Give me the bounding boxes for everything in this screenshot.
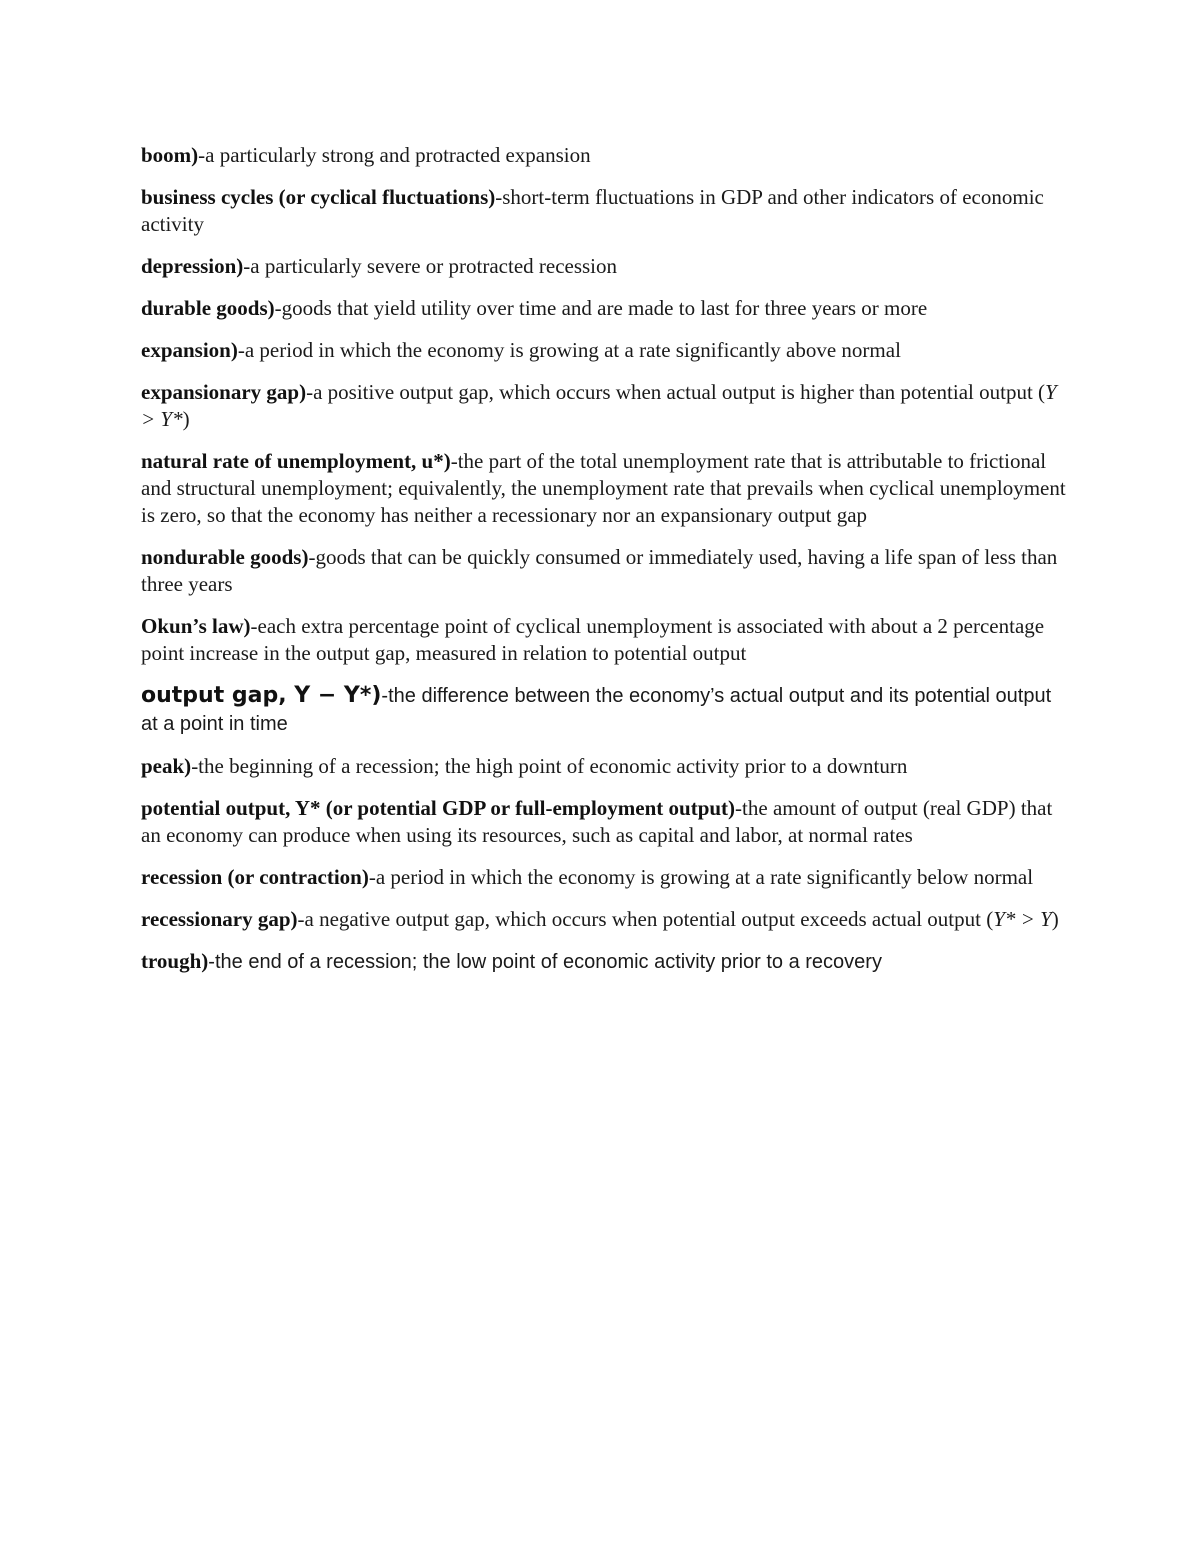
definition: -a negative output gap, which occurs when potential output exceeds actual output ( [297,907,994,931]
glossary-entry-recession [141,864,1066,891]
closing-paren: ) [182,407,190,431]
term: Okun’s law) [141,614,251,638]
formula: Y* > Y [993,907,1052,931]
definition: -each extra percentage point of cyclical unemployment is associated with about a 2 percentage point increase in the output gap, measured in relation to potential output [141,614,1045,665]
definition: -the beginning of a recession; the high point of economic activity prior to a downturn [191,754,908,778]
definition: -a particularly severe or protracted recession [243,254,618,278]
glossary-entry-business-cycles [141,184,1066,238]
glossary-entry-recessionary-gap [141,906,1066,933]
definition: -a particularly strong and protracted expansion [198,143,591,167]
term: business cycles (or cyclical fluctuations) [141,185,496,209]
glossary-entry-okuns-law [141,613,1066,667]
glossary-entry-expansionary-gap [141,379,1066,433]
definition: -a positive output gap, which occurs when actual output is higher than potential output ( [306,380,1046,404]
glossary-entry-trough [141,948,1066,976]
term: natural rate of unemployment, u*) [141,449,451,473]
formula: Y > Y* [141,380,1057,431]
definition: -goods that yield utility over time and are made to last for three years or more [274,296,928,320]
glossary-document [141,142,1066,991]
glossary-entry-nondurable-goods [141,544,1066,598]
glossary-entry-expansion [141,337,1066,364]
definition: -goods that can be quickly consumed or immediately used, having a life span of less than three years [141,545,1058,596]
glossary-entry-peak [141,753,1066,780]
definition: -a period in which the economy is growing at a rate significantly below normal [368,865,1034,889]
definition: -a period in which the economy is growing at a rate significantly above normal [237,338,901,362]
term: recessionary gap) [141,907,298,931]
glossary-entry-output-gap [141,682,1066,738]
term: durable goods) [141,296,275,320]
glossary-entry-durable-goods [141,295,1066,322]
term: expansionary gap) [141,380,307,404]
term: recession (or contraction) [141,865,369,889]
term: peak) [141,754,192,778]
glossary-entry-potential-output [141,795,1066,849]
term: trough) [141,949,209,973]
term: nondurable goods) [141,545,309,569]
term: output gap, Y − Y*) [141,683,382,708]
definition: -the end of a recession; the low point of economic activity prior to a recovery [208,951,882,973]
definition: -the amount of output (real GDP) that an economy can produce when using its resources, such as capital and labor, at normal rates [141,796,1053,847]
glossary-entry-boom [141,142,1066,169]
definition: -the difference between the economy’s actual output and its potential output at a point in time [141,685,1052,735]
term: depression) [141,254,244,278]
definition: -the part of the total unemployment rate that is attributable to frictional and structural unemployment; equivalently, the unemployment rate that prevails when cyclical unemployment is zero, so that the economy has neither a recessionary nor an expansionary output gap [141,449,1066,527]
definition: -short-term fluctuations in GDP and other indicators of economic activity [141,185,1044,236]
term: expansion) [141,338,238,362]
term: potential output, Y* (or potential GDP or full-employment output) [141,796,736,820]
glossary-entry-depression [141,253,1066,280]
term: boom) [141,143,199,167]
glossary-entry-natural-rate-of-unemployment [141,448,1066,529]
closing-paren: ) [1051,907,1059,931]
